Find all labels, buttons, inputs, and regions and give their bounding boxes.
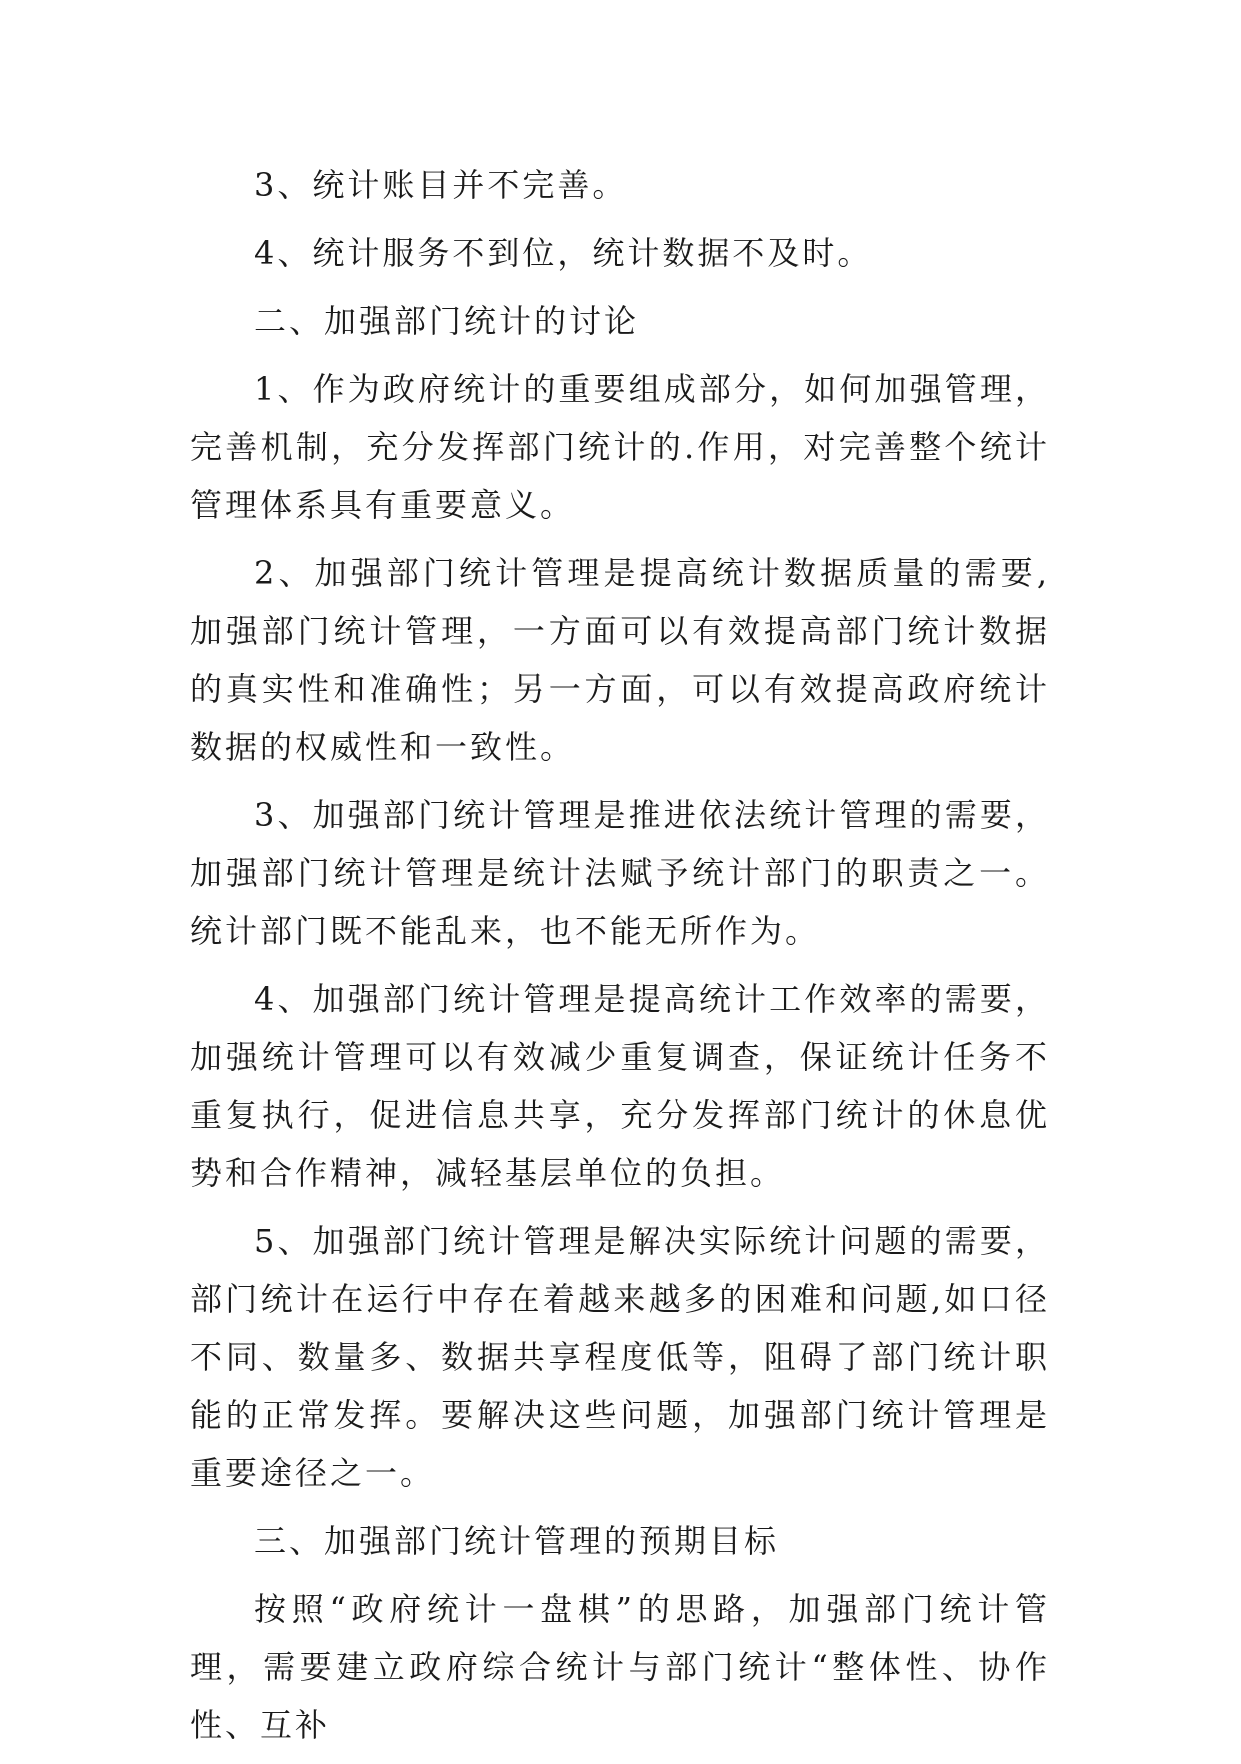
section-heading-3: 三、加强部门统计管理的预期目标 <box>254 1522 780 1560</box>
paragraph-point-4: 4、加强部门统计管理是提高统计工作效率的需要，加强统计管理可以有效减少重复调查，保证统计任务不重复执行，促进信息共享，充分发挥部门统计的休息优势和合作精神，减轻基层单位的负担。 <box>190 980 1050 1192</box>
paragraph-point-3: 3、加强部门统计管理是推进依法统计管理的需要，加强部门统计管理是统计法赋予统计部门的职责之一。统计部门既不能乱来，也不能无所作为。 <box>190 796 1050 950</box>
paragraph-item-3-accounts: 3、统计账目并不完善。 <box>254 166 628 204</box>
paragraph-goal-intro: 按照“政府统计一盘棋”的思路，加强部门统计管理，需要建立政府综合统计与部门统计“整体性、协作性、互补 <box>190 1590 1050 1744</box>
paragraph-point-1: 1、作为政府统计的重要组成部分，如何加强管理，完善机制，充分发挥部门统计的.作用，对完善整个统计管理体系具有重要意义。 <box>190 370 1050 524</box>
paragraph-item-4-service: 4、统计服务不到位，统计数据不及时。 <box>254 234 873 272</box>
paragraph-point-5: 5、加强部门统计管理是解决实际统计问题的需要，部门统计在运行中存在着越来越多的困难和问题,如口径不同、数量多、数据共享程度低等，阻碍了部门统计职能的正常发挥。要解决这些问题，加强部门统计管理是重要途径之一。 <box>190 1222 1050 1492</box>
paragraph-point-2: 2、加强部门统计管理是提高统计数据质量的需要,加强部门统计管理，一方面可以有效提高部门统计数据的真实性和准确性；另一方面，可以有效提高政府统计数据的权威性和一致性。 <box>190 554 1050 766</box>
document-body <box>190 156 1050 1764</box>
section-heading-2: 二、加强部门统计的讨论 <box>254 302 640 340</box>
